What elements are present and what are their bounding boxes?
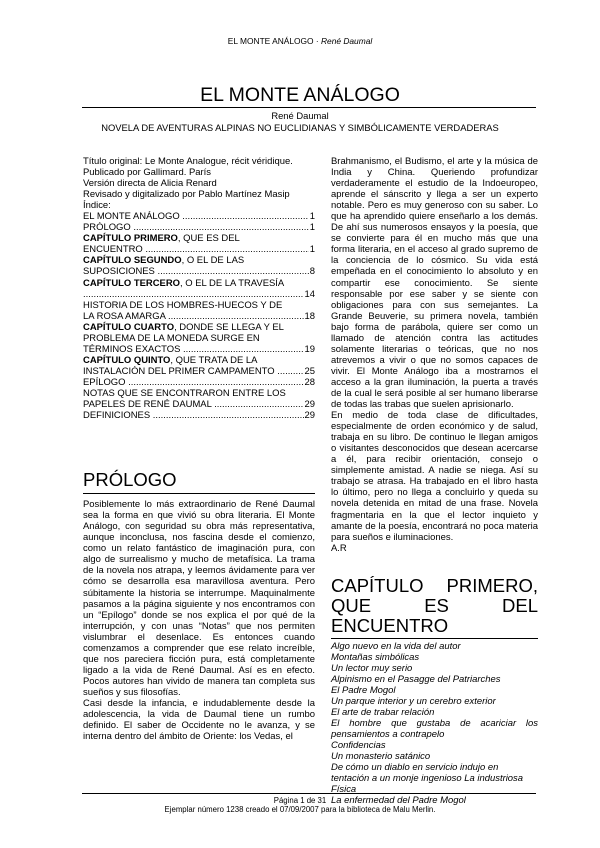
- chapter-summary-item: El arte de trabar relación: [331, 706, 435, 718]
- header-author: René Daumal: [321, 36, 373, 46]
- copy-notice: Ejemplar número 1238 creado el 07/09/2007 para la biblioteca de Malu Merlin.: [164, 805, 436, 814]
- chapter-summary-item: Montañas simbólicas: [331, 651, 420, 663]
- toc-entry-page: 8: [309, 266, 315, 278]
- page-footer: [0, 796, 600, 814]
- chapter-summary-item: Un parque interior y un cerebro exterior: [331, 695, 496, 707]
- chapter-summary-item: El Padre Mogol: [331, 684, 396, 696]
- footer-divider: [82, 793, 536, 794]
- toc-entry-page: 1: [309, 244, 315, 256]
- toc-entry[interactable]: [83, 255, 315, 277]
- chapter-summary-item: La enfermedad del Padre Mogol: [331, 795, 466, 807]
- toc-entry[interactable]: [83, 322, 315, 355]
- toc-entry-title: HISTORIA DE LOS HOMBRES-HUECOS Y DE: [83, 299, 283, 311]
- toc-entry[interactable]: [83, 211, 315, 222]
- prologue-heading: PRÓLOGO: [83, 469, 315, 494]
- meta-line: Publicado por Gallimard. París: [83, 167, 211, 179]
- toc-chapter-label: CAPÍTULO PRIMERO: [83, 233, 178, 245]
- toc-entry-page: 18: [304, 310, 315, 322]
- chapter-summary-item: El hombre que gustaba de acariciar los pensamientos a contrapelo: [331, 718, 538, 741]
- page-number: Página 1 de 31: [273, 796, 327, 805]
- table-of-contents: [83, 211, 315, 421]
- left-column: [83, 156, 315, 742]
- toc-entry-title-cont: ENCUENTRO .....: [83, 244, 309, 255]
- toc-chapter-label: CAPÍTULO TERCERO: [83, 277, 180, 289]
- prologue-signature: A.R: [331, 542, 347, 554]
- toc-entry[interactable]: [83, 410, 315, 421]
- toc-entry-page: 29: [304, 399, 315, 411]
- chapter-one-heading: CAPÍTULO PRIMERO, QUE ES DEL ENCUENTRO: [331, 576, 538, 639]
- toc-entry-title: , O EL DE LA TRAVESÍA: [180, 277, 285, 289]
- meta-line: Revisado y digitalizado por Pablo Martínez Masip: [83, 189, 290, 201]
- chapter-summary-list: [331, 641, 538, 807]
- chapter-summary-item: Un lector muy serio: [331, 662, 413, 674]
- toc-entry[interactable]: [83, 355, 315, 377]
- toc-entry[interactable]: [83, 300, 315, 322]
- toc-entry-title-cont: PROBLEMA DE LA MONEDA SURGE EN: [83, 332, 260, 344]
- toc-entry[interactable]: [83, 233, 315, 255]
- title-divider: [82, 107, 536, 108]
- toc-entry-title-cont: PAPELES DE RENÉ DAUMAL .....: [83, 399, 304, 410]
- chapter-summary-item: Confidencias: [331, 740, 386, 752]
- toc-entry-title: , QUE TRATA DE LA: [170, 354, 258, 366]
- toc-entry-title: , QUE ES DEL: [177, 233, 240, 245]
- toc-entry-page: 1: [309, 222, 315, 234]
- header-title: EL MONTE ANÁLOGO ·: [227, 36, 321, 46]
- prologue-paragraph: Casi desde la infancia, e indudablemente desde la adolescencia, la vida de Daumal tiene un rumbo definido. El saber de Occidente no le avanza, y se interna dentro del ámbito de Oriente: los Vedas, el: [83, 697, 315, 743]
- toc-entry-page: 14: [304, 288, 315, 300]
- prologue-paragraph: Brahmanismo, el Budismo, el arte y la música de India y China. Queriendo profundizar verdaderamente el estudio de la Indoeuropeo, aprende el sánscrito y llega a ser un experto notable. Pero es muy generoso con su saber. Lo que ha aprendido quiere enseñarlo a los demás. De ahí sus numerosos ensayos y la poesía, que se convierte para él en mucho más que una forma literaria, en el acceso al grado supremo de la conciencia de lo cósmico. Su vida está empeñada en el conocimiento lo absoluto y en compartir ese conocimiento. Se siente responsable por ese saber y se siente con obligaciones para con sus semejantes. La Grande Beuverie, su primera novela, también bajo forma de parábola, quiere ser como un llamado de atención contra las actitudes solamente literarias o teóricas, que no nos atrevemos a vivir o que no somos capaces de vivir. El Monte Análogo iba a mostrarnos el acceso a la gran iluminación, la puerta a través de la cual le será posible al ser humano liberarse de todas las trabas que suelen aprisionarlo.: [331, 156, 538, 411]
- toc-entry-title: , O EL DE LAS: [181, 255, 245, 267]
- toc-entry[interactable]: [83, 388, 315, 410]
- toc-entry-page: 25: [304, 365, 315, 377]
- chapter-summary-item: Algo nuevo en la vida del autor: [331, 640, 461, 652]
- document-author: René Daumal: [271, 110, 329, 121]
- prologue-paragraph: Posiblemente lo más extraordinario de René Daumal sea la forma en que vivió su obra literaria. El Monte Análogo, con seguridad su obra más representativa, aunque inconclusa, nos fascina desde el comienzo, como un relato fantástico de imaginación pura, con algo de surrealismo y mucho de metafísica. La trama de la novela nos atrapa, y leemos ávidamente para ver cómo se desarrolla esa maravillosa aventura. Pero súbitamente la historia se interrumpe. Maquinalmente pasamos a la página siguiente y nos encontramos con un “Epílogo” donde se nos explica el por qué de la interrupción, y con unas “Notas” que nos permiten vislumbrar el desenlace. Es entonces cuando comenzamos a comprender que ese relato increíble, que nos pareciera ficción pura, está completamente ligado a la vida de René Daumal. Así es en efecto. Pocos autores han vivido de manera tan completa sus sueños y sus filosofías.: [83, 499, 315, 698]
- toc-entry-page: 29: [304, 410, 315, 422]
- toc-chapter-label: CAPÍTULO QUINTO: [83, 354, 171, 366]
- toc-entry-title: DEFINICIONES .....: [83, 410, 304, 421]
- chapter-summary-item: De cómo un diablo en servicio indujo en tentación a un monje ingenioso La industriosa Física: [331, 762, 524, 796]
- toc-entry[interactable]: [83, 222, 315, 233]
- toc-entry-page: 19: [304, 343, 315, 355]
- index-label: Índice:: [83, 200, 111, 212]
- toc-entry-title: EPÍLOGO .....: [83, 377, 304, 388]
- toc-chapter-label: CAPÍTULO SEGUNDO: [83, 255, 182, 267]
- toc-entry-page: 1: [309, 211, 315, 223]
- chapter-summary-item: Alpinismo en el Pasagge del Patriarches: [331, 673, 501, 685]
- meta-line: Título original: Le Monte Analogue, récit véridique.: [83, 156, 293, 167]
- toc-entry-title-cont: SUPOSICIONES .....: [83, 266, 309, 277]
- document-subtitle: NOVELA DE AVENTURAS ALPINAS NO EUCLIDIANAS Y SIMBÓLICAMENTE VERDADERAS: [101, 122, 499, 133]
- toc-entry-page: 28: [304, 376, 315, 388]
- toc-entry-title-cont: LA ROSA AMARGA .....: [83, 311, 304, 322]
- toc-entry-title: NOTAS QUE SE ENCONTRARON ENTRE LOS: [83, 387, 286, 399]
- right-column: [331, 156, 538, 806]
- meta-line: Versión directa de Alicia Renard: [83, 178, 217, 190]
- chapter-summary-item: Un monasterio satánico: [331, 751, 431, 763]
- toc-entry-title: PRÓLOGO .....: [83, 222, 309, 233]
- toc-entry-title: , DONDE SE LLEGA Y EL: [174, 321, 284, 333]
- toc-entry[interactable]: [83, 278, 315, 300]
- toc-entry-title-cont: INSTALACIÓN DEL PRIMER CAMPAMENTO .....: [83, 366, 304, 377]
- prologue-paragraph: En medio de toda clase de dificultades, especialmente de orden económico y de salud, trabaja en su libro. De continuo le llegan amigos o visitantes desconocidos que desean acercarse a él, para recibir orientación, consejo o simplemente amistad. A nadie se niega. Así su trabajo se atrasa. Ha trabajado en el libro hasta lo último, pero no llega a concluirlo y queda su novela detenida en mitad de una frase. Novela fragmentaria en la que el lector inquieto y amante de la poesía, encontrará no poca materia para sueños e iluminaciones.: [331, 410, 538, 543]
- toc-entry-title-cont: TÉRMINOS EXACTOS .....: [83, 344, 304, 355]
- toc-chapter-label: CAPÍTULO CUARTO: [83, 321, 175, 333]
- toc-entry-title: EL MONTE ANÁLOGO .....: [83, 211, 309, 222]
- publication-info: [83, 156, 315, 200]
- document-title: EL MONTE ANÁLOGO: [200, 84, 400, 106]
- toc-entry[interactable]: [83, 377, 315, 388]
- running-header: [0, 36, 600, 46]
